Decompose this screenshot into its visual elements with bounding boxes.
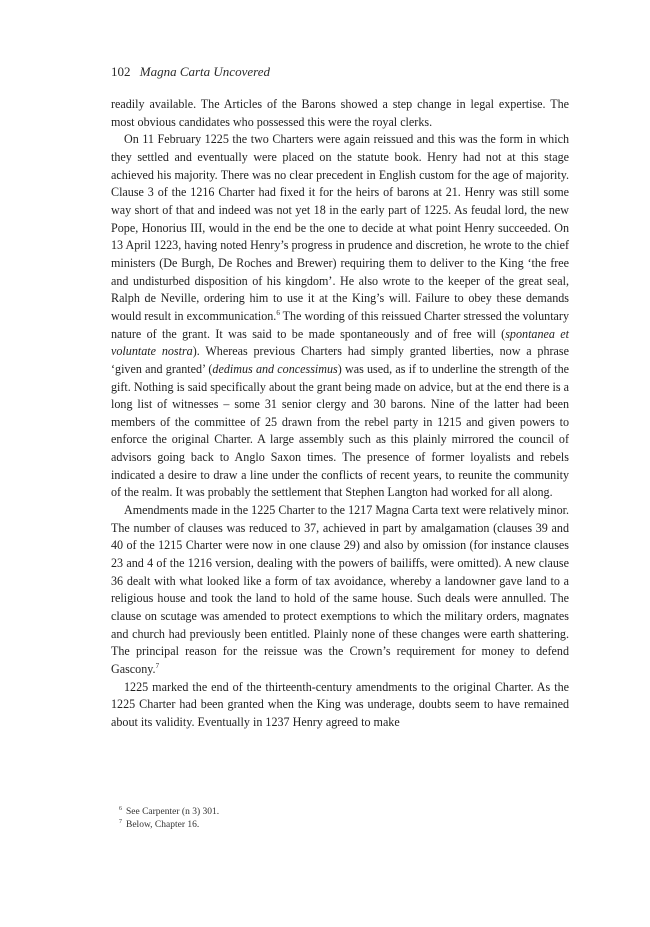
paragraph-2-text-c: ). Whereas previous Charters had simply granted liberties, now a phrase ‘given and granted’ ( <box>111 344 569 376</box>
latin-phrase-2: dedimus and concessimus <box>212 361 338 376</box>
book-title: Magna Carta Uncovered <box>139 64 270 79</box>
footnotes <box>119 806 559 832</box>
paragraph-2-text-d: ) was used, as if to underline the strength of the gift. Nothing is said specifically about the grant being made on advice, but at the end there is a long list of witnesses – some 31 senior clergy and 30 barons. Nine of the latter had been members of the committee of 25 drawn from the rebel party in 1215 and given powers to enforce the original Charter. A large assembly such as this plainly mirrored the council of advisors going back to Anglo Saxon times. The presence of former loyalists and rebels indicated a desire to draw a line under the conflicts of recent years, to reunite the community of the realm. It was probably the settlement that Stephen Langton had worked for all along. <box>111 361 570 500</box>
paragraph-2 <box>111 131 569 502</box>
footnote-mark: 7 <box>119 818 122 825</box>
paragraph-3-text: Amendments made in the 1225 Charter to the 1217 Magna Carta text were relatively minor. The number of clauses was reduced to 37, achieved in part by amalgamation (clauses 39 and 40 of the 1215 Charter were now in one clause 29) and also by omission (for instance clauses 23 and 4 of the 1216 version, dealing with the powers of bailiffs, were omitted). A new clause 36 dealt with what looked like a form of tax avoidance, whereby a landowner gave land to a religious house and took the land to hold of the same house. Such deals were annulled. The clause on scutage was amended to protect exemptions to which the military orders, magnates and church had previously been entitled. Plainly none of these changes were earth shattering. The principal reason for the reissue was the Crown’s requirement for money to defend Gascony. <box>111 503 569 676</box>
running-head <box>111 64 270 80</box>
body-text <box>111 96 569 732</box>
footnote-ref-6[interactable]: 6 <box>276 308 280 317</box>
paragraph-1-text: readily available. The Articles of the Barons showed a step change in legal expertise. The most obvious candidates who possessed this were the royal clerks. <box>111 97 569 129</box>
paragraph-4 <box>111 679 569 732</box>
footnote-6 <box>119 806 559 819</box>
footnote-text: See Carpenter (n 3) 301. <box>126 807 220 817</box>
paragraph-1 <box>111 96 569 131</box>
footnote-text: Below, Chapter 16. <box>126 820 200 830</box>
footnote-ref-7[interactable]: 7 <box>155 661 160 670</box>
paragraph-4-text: 1225 marked the end of the thirteenth-century amendments to the original Charter. As the 1225 Charter had been granted when the King was underage, doubts seem to have remained about its validity. Eventually in 1237 Henry agreed to make <box>111 679 569 729</box>
paragraph-2-text-a: On 11 February 1225 the two Charters were again reissued and this was the form in which they settled and eventually were placed on the statute book. Henry had not at this stage achieved his majority. There was no clear precedent in English custom for the age of majority. Clause 3 of the 1216 Charter had fixed it for the heirs of barons at 21. Henry was still some way short of that and indeed was not yet 18 in the early part of 1225. As feudal lord, the new Pope, Honorius III, would in the end be the one to decide at what point Henry succeeded. On 13 April 1223, having noted Henry’s progress in prudence and discretion, he wrote to the chief ministers (De Burgh, De Roches and Brewer) requiring them to deliver to the King ‘the free and undisturbed disposition of his kingdom’. He also wrote to the keeper of the great seal, Ralph de Neville, ordering him to use it at the King’s will. Failure to obey these demands would result in excommunication. <box>111 132 569 323</box>
paragraph-3 <box>111 502 569 679</box>
footnote-mark: 6 <box>119 805 122 812</box>
paragraph-2-text-b: The wording of this reissued Charter stressed the voluntary nature of the grant. It was said to be made spontaneously and of free will ( <box>111 308 569 341</box>
latin-phrase-1: spontanea et voluntate nostra <box>111 326 570 359</box>
footnote-7 <box>119 819 559 832</box>
page-number: 102 <box>111 64 131 79</box>
